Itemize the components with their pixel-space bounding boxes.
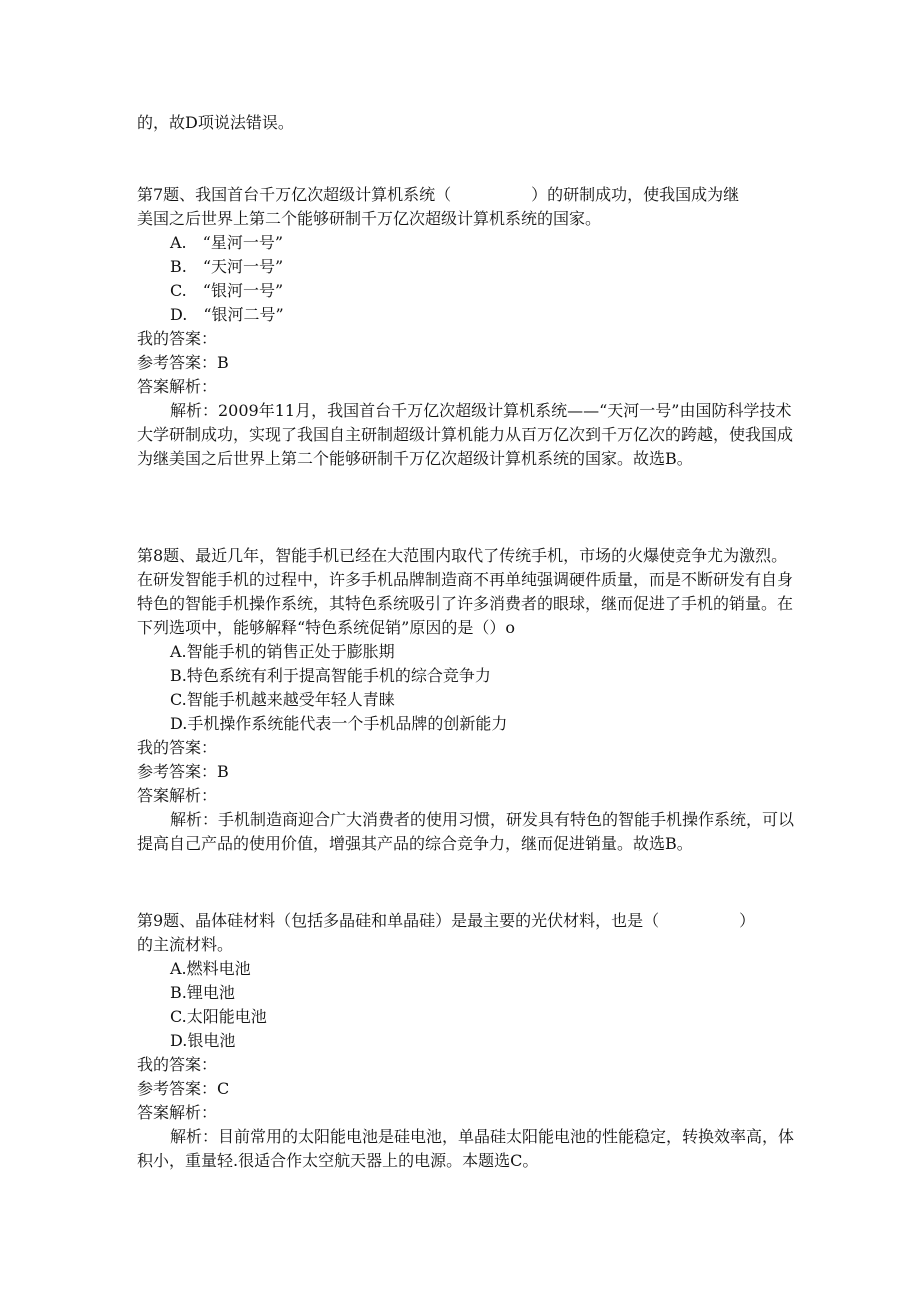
option-a: A. “星河一号” <box>170 233 284 252</box>
my-answer-label: 我的答案： <box>137 738 218 757</box>
option-d: D.手机操作系统能代表一个手机品牌的创新能力 <box>170 714 508 733</box>
option-b: B. “天河一号” <box>170 257 284 276</box>
question-stem-line: 第7题、我国首台千万亿次超级计算机系统（ ）的研制成功，使我国成为继 <box>137 185 740 204</box>
reference-answer: 参考答案：B <box>137 762 229 781</box>
option-d: D. “银河二号” <box>170 305 284 324</box>
question-stem: 第8题、最近几年，智能手机已经在大范围内取代了传统手机，市场的火爆使竞争尤为激烈。在研发智能手机的过程中，许多手机品牌制造商不再单纯强调硬件质量，而是不断研发有自身特色的智能手机操作系统，其特色系统吸引了许多消费者的眼球，继而促进了手机的销量。在下列选项中，能够解释“特色系统促销”原因的是（）o <box>137 546 794 637</box>
reference-answer: 参考答案：C <box>137 1079 230 1098</box>
option-a: A.燃料电池 <box>170 959 251 978</box>
intro-continued <box>137 111 797 135</box>
question-9 <box>137 909 797 1173</box>
my-answer-label: 我的答案： <box>137 329 218 348</box>
intro-continued-text: 的，故D项说法错误。 <box>137 113 294 132</box>
option-d: D.银电池 <box>170 1031 236 1050</box>
analysis-label: 答案解析： <box>137 786 218 805</box>
analysis-text: 解析：手机制造商迎合广大消费者的使用习惯，研发具有特色的智能手机操作系统，可以提高自己产品的使用价值，增强其产品的综合竞争力，继而促进销量。故选B。 <box>137 810 795 853</box>
analysis-text: 解析：2009年11月，我国首台千万亿次超级计算机系统——“天河一号”由国防科学技术大学研制成功，实现了我国自主研制超级计算机能力从百万亿次到千万亿次的跨越，使我国成为继美国之后世界上第二个能够研制千万亿次超级计算机系统的国家。故选B。 <box>137 401 794 468</box>
reference-answer: 参考答案：B <box>137 353 229 372</box>
question-stem-line: 第9题、晶体硅材料（包括多晶硅和单晶硅）是最主要的光伏材料，也是（ ） <box>137 911 756 930</box>
option-c: C.智能手机越来越受年轻人青睐 <box>170 690 395 709</box>
analysis-text: 解析：目前常用的太阳能电池是硅电池，单晶硅太阳能电池的性能稳定，转换效率高，体积小，重量轻.很适合作太空航天器上的电源。本题选C。 <box>137 1127 795 1170</box>
question-stem-line: 美国之后世界上第二个能够研制千万亿次超级计算机系统的国家。 <box>137 209 602 228</box>
option-c: C.太阳能电池 <box>170 1007 267 1026</box>
option-b: B.特色系统有利于提高智能手机的综合竞争力 <box>170 666 491 685</box>
option-b: B.锂电池 <box>170 983 235 1002</box>
analysis-label: 答案解析： <box>137 1103 218 1122</box>
question-7 <box>137 183 797 471</box>
question-8 <box>137 544 797 856</box>
analysis-label: 答案解析： <box>137 377 218 396</box>
option-c: C. “银河一号” <box>170 281 284 300</box>
option-a: A.智能手机的销售正处于膨胀期 <box>170 642 395 661</box>
my-answer-label: 我的答案： <box>137 1055 218 1074</box>
question-stem-line: 的主流材料。 <box>137 935 234 954</box>
